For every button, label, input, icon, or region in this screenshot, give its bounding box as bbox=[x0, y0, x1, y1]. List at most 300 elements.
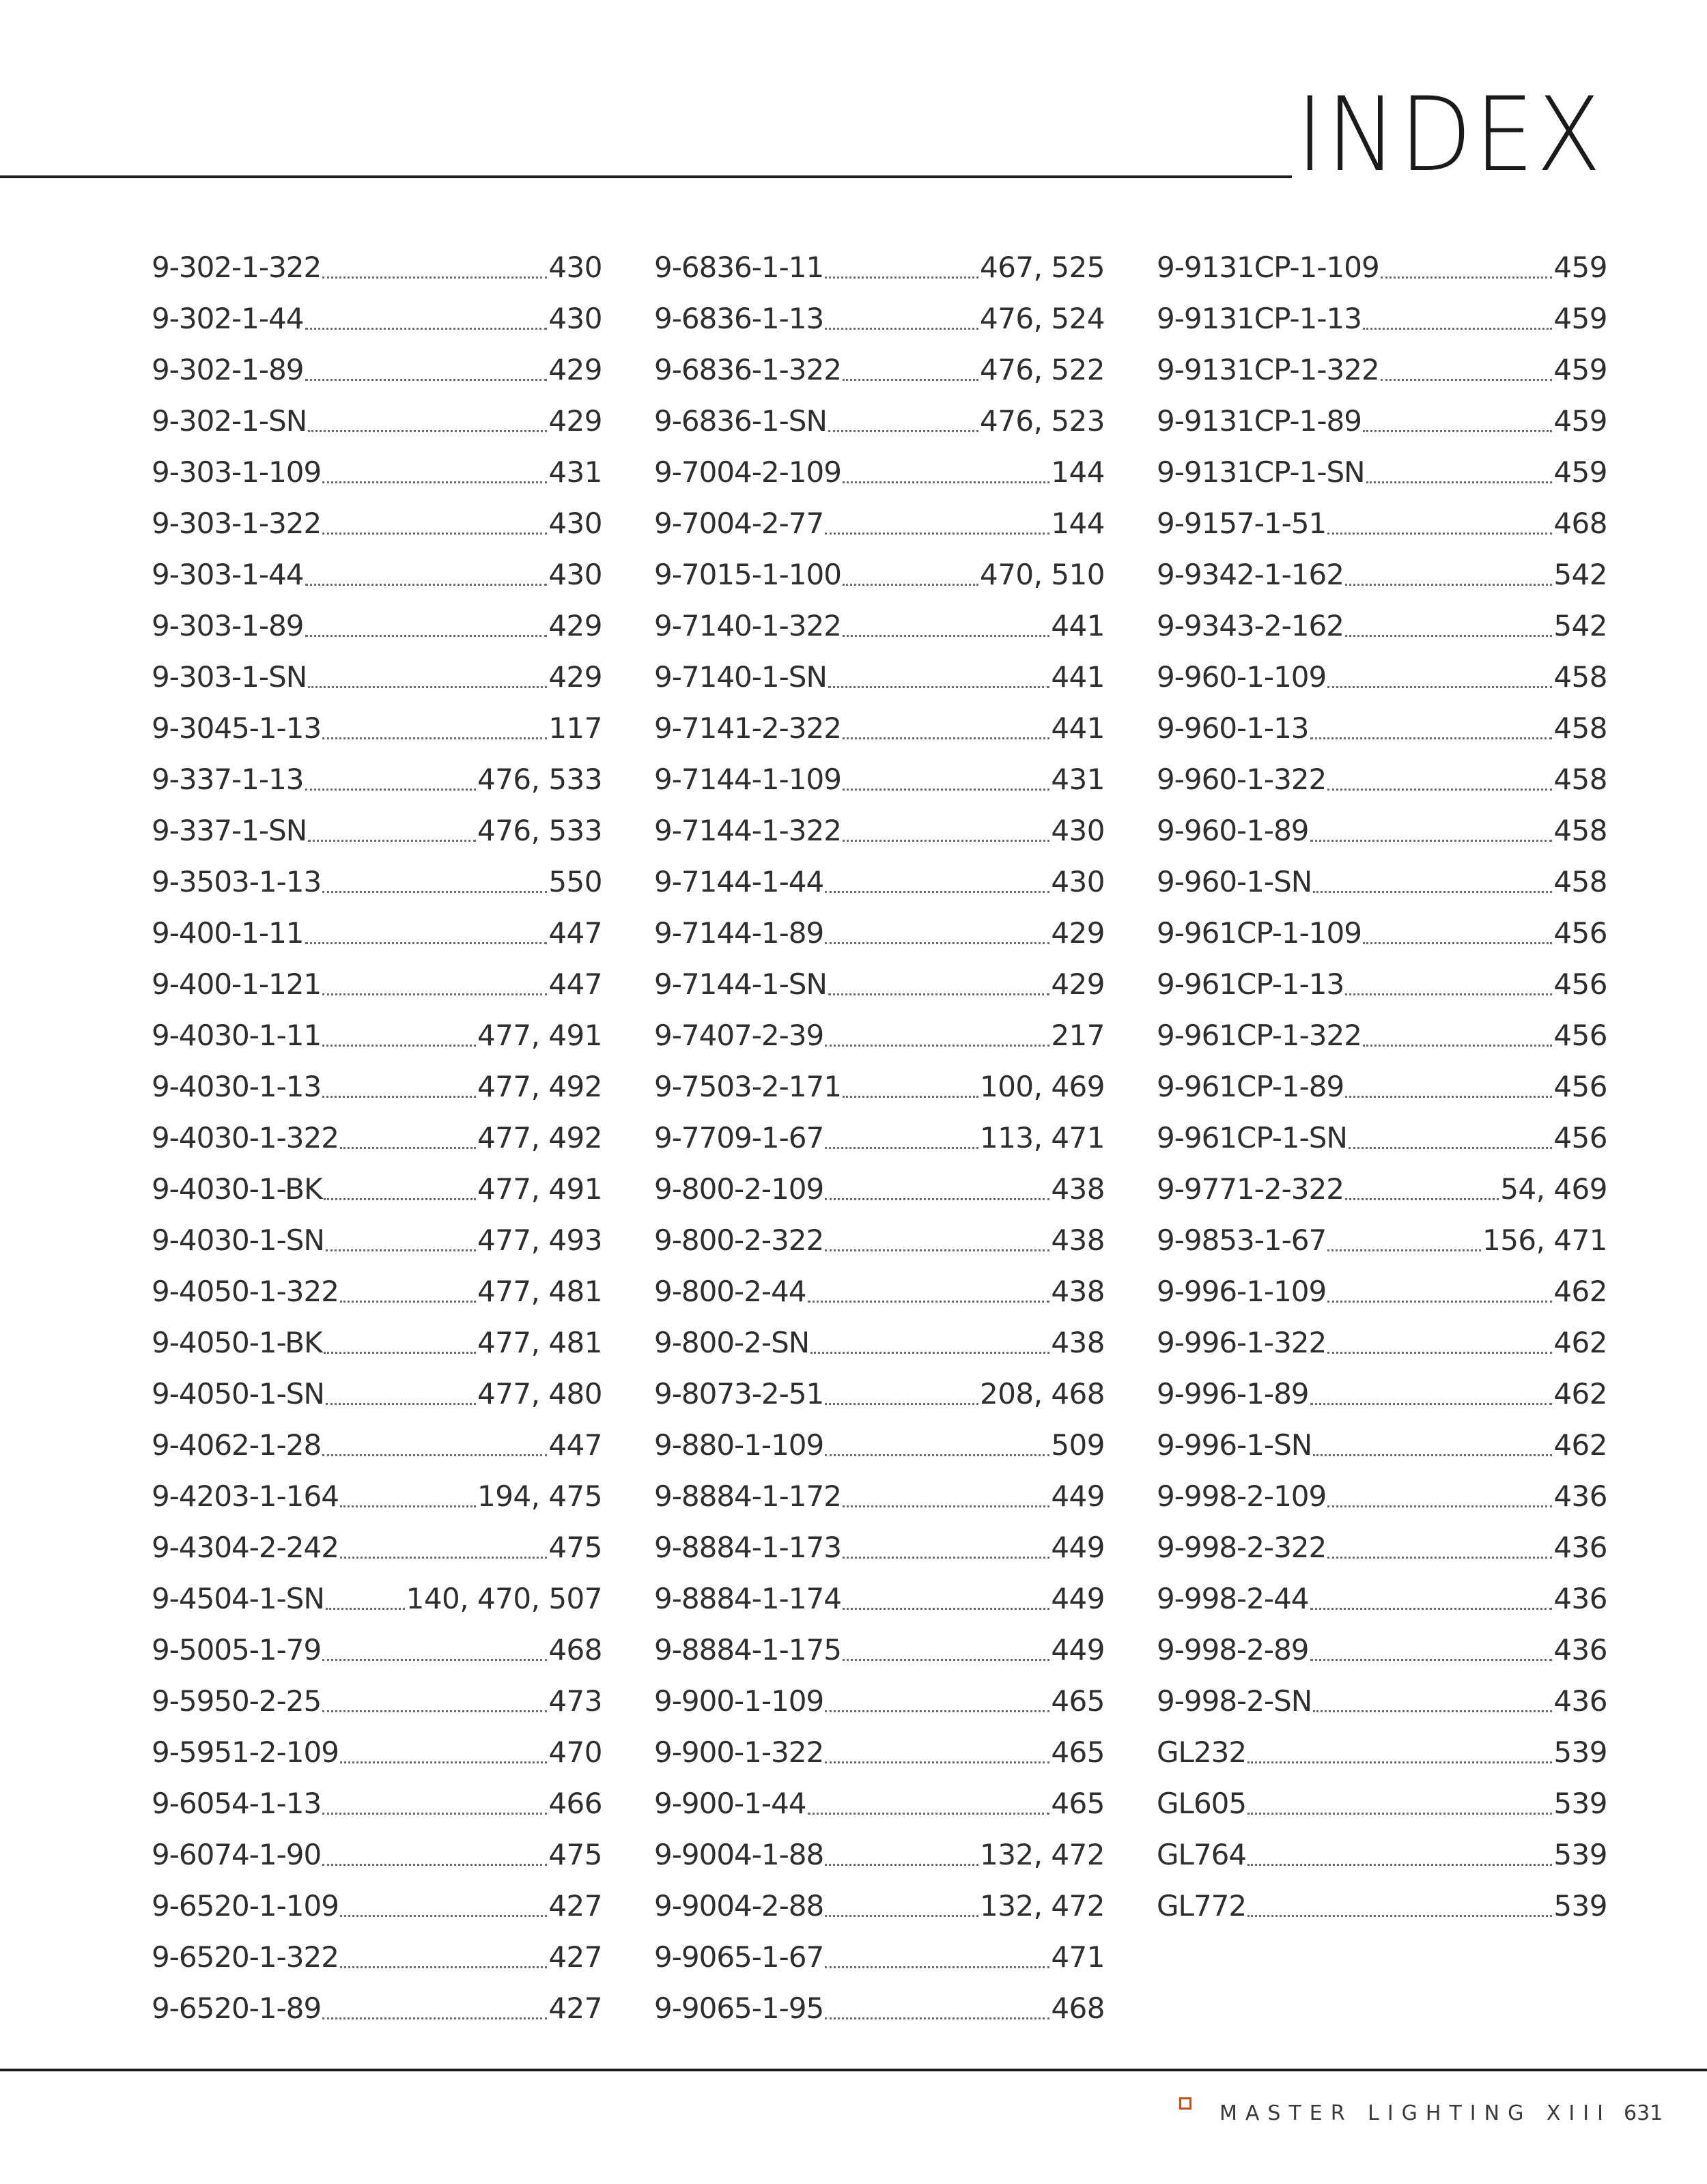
entry-code: 9-7140-1-322 bbox=[654, 609, 841, 642]
dot-leader bbox=[843, 379, 978, 381]
entry-pages: 438 bbox=[1051, 1326, 1105, 1359]
dot-leader bbox=[1313, 891, 1552, 893]
index-entry bbox=[654, 900, 1105, 951]
entry-pages: 475 bbox=[548, 1838, 602, 1871]
index-entry bbox=[152, 1207, 602, 1258]
dot-leader bbox=[326, 1249, 476, 1251]
entry-code: 9-998-2-322 bbox=[1157, 1531, 1327, 1564]
entry-code: 9-7140-1-SN bbox=[654, 660, 827, 694]
dot-leader bbox=[1345, 584, 1552, 586]
entry-pages: 430 bbox=[1051, 814, 1105, 847]
entry-code: 9-337-1-SN bbox=[152, 814, 307, 847]
index-entry bbox=[1157, 234, 1607, 285]
entry-code: 9-961CP-1-109 bbox=[1157, 916, 1362, 950]
entry-code: 9-8884-1-175 bbox=[654, 1633, 841, 1667]
entry-code: 9-800-2-44 bbox=[654, 1275, 806, 1308]
index-entry bbox=[654, 644, 1105, 695]
entry-pages: 456 bbox=[1553, 1019, 1607, 1052]
index-entry bbox=[152, 1873, 602, 1924]
dot-leader bbox=[305, 635, 548, 637]
dot-leader bbox=[322, 2017, 547, 2019]
index-entry bbox=[152, 1412, 602, 1463]
entry-code: 9-302-1-44 bbox=[152, 302, 304, 335]
index-entry bbox=[1157, 644, 1607, 695]
entry-pages: 459 bbox=[1553, 455, 1607, 489]
index-entry bbox=[1157, 1309, 1607, 1361]
entry-code: 9-998-2-109 bbox=[1157, 1479, 1327, 1513]
entry-pages: 436 bbox=[1553, 1582, 1607, 1615]
dot-leader bbox=[1345, 993, 1552, 995]
entry-code: 9-7141-2-322 bbox=[654, 711, 841, 745]
entry-code: 9-6520-1-322 bbox=[152, 1940, 339, 1974]
dot-leader bbox=[326, 1608, 405, 1610]
dot-leader bbox=[340, 1147, 476, 1149]
index-entry bbox=[654, 1668, 1105, 1719]
entry-code: 9-337-1-13 bbox=[152, 763, 304, 796]
entry-code: 9-4050-1-SN bbox=[152, 1377, 324, 1410]
dot-leader bbox=[1366, 481, 1553, 483]
entry-code: GL605 bbox=[1157, 1787, 1247, 1820]
entry-code: 9-303-1-89 bbox=[152, 609, 304, 642]
entry-code: GL772 bbox=[1157, 1889, 1247, 1923]
page-number: 631 bbox=[1624, 2101, 1663, 2125]
index-entry bbox=[1157, 388, 1607, 439]
dot-leader bbox=[825, 1147, 978, 1149]
index-entry bbox=[654, 1258, 1105, 1309]
dot-leader bbox=[324, 1352, 476, 1354]
dot-leader bbox=[1327, 533, 1552, 535]
entry-pages: 542 bbox=[1553, 558, 1607, 591]
dot-leader bbox=[825, 1761, 1049, 1763]
dot-leader bbox=[322, 1813, 547, 1815]
entry-code: 9-9004-1-88 bbox=[654, 1838, 824, 1871]
dot-leader bbox=[843, 737, 1049, 739]
index-entry bbox=[152, 1924, 602, 1975]
entry-pages: 438 bbox=[1051, 1275, 1105, 1308]
index-entry bbox=[1157, 285, 1607, 337]
entry-pages: 449 bbox=[1051, 1633, 1105, 1667]
dot-leader bbox=[843, 840, 1049, 842]
dot-leader bbox=[843, 635, 1049, 637]
entry-pages: 462 bbox=[1553, 1428, 1607, 1462]
dot-leader bbox=[1327, 1557, 1552, 1559]
dot-leader bbox=[305, 379, 548, 381]
entry-code: 9-7503-2-171 bbox=[654, 1070, 841, 1103]
entry-pages: 156, 471 bbox=[1482, 1223, 1607, 1257]
entry-pages: 476, 533 bbox=[477, 763, 602, 796]
index-entry bbox=[1157, 1105, 1607, 1156]
entry-code: 9-4304-2-242 bbox=[152, 1531, 339, 1564]
entry-code: 9-800-2-SN bbox=[654, 1326, 810, 1359]
entry-pages: 468 bbox=[548, 1633, 602, 1667]
dot-leader bbox=[825, 1966, 1049, 1968]
index-entry bbox=[1157, 1873, 1607, 1924]
index-entry bbox=[654, 1412, 1105, 1463]
dot-leader bbox=[322, 1864, 547, 1866]
dot-leader bbox=[1310, 1608, 1553, 1610]
entry-code: 9-996-1-322 bbox=[1157, 1326, 1327, 1359]
index-entry bbox=[152, 746, 602, 797]
entry-code: 9-9065-1-95 bbox=[654, 1991, 824, 2025]
dot-leader bbox=[1363, 328, 1552, 330]
dot-leader bbox=[1327, 1301, 1552, 1303]
entry-pages: 458 bbox=[1553, 814, 1607, 847]
index-entry bbox=[1157, 695, 1607, 746]
entry-pages: 144 bbox=[1051, 507, 1105, 540]
index-entry bbox=[654, 1873, 1105, 1924]
entry-pages: 476, 522 bbox=[979, 353, 1105, 386]
entry-code: 9-6520-1-109 bbox=[152, 1889, 339, 1923]
dot-leader bbox=[843, 1505, 1049, 1507]
index-entry bbox=[1157, 1565, 1607, 1617]
entry-pages: 436 bbox=[1553, 1531, 1607, 1564]
entry-code: 9-4062-1-28 bbox=[152, 1428, 322, 1462]
entry-code: 9-998-2-SN bbox=[1157, 1684, 1312, 1718]
index-column-3 bbox=[1157, 234, 1607, 1924]
entry-code: 9-9131CP-1-322 bbox=[1157, 353, 1379, 386]
index-entry bbox=[152, 439, 602, 490]
entry-pages: 430 bbox=[548, 302, 602, 335]
index-entry bbox=[654, 388, 1105, 439]
entry-pages: 429 bbox=[1051, 916, 1105, 950]
entry-pages: 140, 470, 507 bbox=[406, 1582, 602, 1615]
dot-leader bbox=[1349, 1147, 1552, 1149]
entry-pages: 473 bbox=[548, 1684, 602, 1718]
index-entry bbox=[654, 337, 1105, 388]
index-entry bbox=[1157, 1719, 1607, 1770]
entry-code: 9-4504-1-SN bbox=[152, 1582, 324, 1615]
index-entry bbox=[152, 285, 602, 337]
index-entry bbox=[654, 1924, 1105, 1975]
entry-code: 9-9131CP-1-109 bbox=[1157, 251, 1379, 284]
entry-pages: 462 bbox=[1553, 1377, 1607, 1410]
dot-leader bbox=[1327, 1352, 1552, 1354]
dot-leader bbox=[808, 1301, 1050, 1303]
index-entry bbox=[654, 1719, 1105, 1770]
dot-leader bbox=[825, 1864, 978, 1866]
entry-pages: 465 bbox=[1051, 1684, 1105, 1718]
index-entry bbox=[654, 1463, 1105, 1514]
entry-code: 9-4030-1-322 bbox=[152, 1121, 339, 1154]
entry-pages: 458 bbox=[1553, 865, 1607, 898]
dot-leader bbox=[1381, 379, 1553, 381]
dot-leader bbox=[1327, 686, 1552, 688]
entry-code: 9-5005-1-79 bbox=[152, 1633, 322, 1667]
entry-pages: 438 bbox=[1051, 1223, 1105, 1257]
square-bullet-icon bbox=[1179, 2097, 1191, 2110]
index-entry bbox=[1157, 1361, 1607, 1412]
dot-leader bbox=[1310, 1659, 1553, 1661]
entry-code: 9-7144-1-109 bbox=[654, 763, 841, 796]
entry-code: 9-9771-2-322 bbox=[1157, 1172, 1344, 1206]
index-entry bbox=[152, 1514, 602, 1565]
dot-leader bbox=[322, 1096, 476, 1098]
index-entry bbox=[1157, 1770, 1607, 1821]
index-entry bbox=[654, 695, 1105, 746]
dot-leader bbox=[340, 1301, 476, 1303]
dot-leader bbox=[810, 1352, 1049, 1354]
index-entry bbox=[152, 1565, 602, 1617]
index-entry bbox=[152, 1770, 602, 1821]
footer-title: MASTER LIGHTING XIII bbox=[1219, 2101, 1611, 2125]
index-entry bbox=[1157, 1412, 1607, 1463]
entry-pages: 467, 525 bbox=[979, 251, 1105, 284]
entry-pages: 447 bbox=[548, 1428, 602, 1462]
index-entry bbox=[1157, 1207, 1607, 1258]
dot-leader bbox=[825, 2017, 1049, 2019]
index-entry bbox=[152, 1053, 602, 1105]
entry-code: 9-960-1-89 bbox=[1157, 814, 1309, 847]
dot-leader bbox=[828, 430, 978, 432]
dot-leader bbox=[843, 481, 1049, 483]
index-entry bbox=[654, 1821, 1105, 1873]
entry-pages: 476, 524 bbox=[979, 302, 1105, 335]
entry-code: 9-7144-1-SN bbox=[654, 967, 827, 1001]
entry-code: 9-3045-1-13 bbox=[152, 711, 322, 745]
entry-pages: 459 bbox=[1553, 404, 1607, 438]
dot-leader bbox=[825, 1198, 1049, 1200]
entry-code: 9-9131CP-1-SN bbox=[1157, 455, 1365, 489]
entry-code: 9-4030-1-11 bbox=[152, 1019, 322, 1052]
dot-leader bbox=[340, 1557, 547, 1559]
entry-code: 9-996-1-SN bbox=[1157, 1428, 1312, 1462]
entry-code: 9-9065-1-67 bbox=[654, 1940, 824, 1974]
dot-leader bbox=[308, 840, 476, 842]
dot-leader bbox=[1313, 1454, 1552, 1456]
entry-code: 9-6836-1-SN bbox=[654, 404, 827, 438]
entry-pages: 476, 523 bbox=[979, 404, 1105, 438]
entry-code: 9-900-1-109 bbox=[654, 1684, 824, 1718]
entry-pages: 441 bbox=[1051, 609, 1105, 642]
entry-code: 9-303-1-SN bbox=[152, 660, 307, 694]
index-entry bbox=[654, 1975, 1105, 2026]
entry-pages: 477, 491 bbox=[477, 1172, 602, 1206]
dot-leader bbox=[825, 891, 1049, 893]
entry-code: 9-961CP-1-13 bbox=[1157, 967, 1344, 1001]
entry-pages: 217 bbox=[1051, 1019, 1105, 1052]
entry-code: 9-4050-1-322 bbox=[152, 1275, 339, 1308]
index-entry bbox=[654, 1309, 1105, 1361]
entry-pages: 456 bbox=[1553, 967, 1607, 1001]
dot-leader bbox=[322, 276, 547, 279]
entry-code: 9-900-1-322 bbox=[654, 1735, 824, 1769]
entry-pages: 436 bbox=[1553, 1633, 1607, 1667]
dot-leader bbox=[340, 1915, 547, 1917]
entry-pages: 447 bbox=[548, 967, 602, 1001]
dot-leader bbox=[322, 737, 547, 739]
index-entry bbox=[1157, 1002, 1607, 1053]
dot-leader bbox=[843, 1608, 1049, 1610]
entry-code: 9-960-1-322 bbox=[1157, 763, 1327, 796]
index-entry bbox=[654, 285, 1105, 337]
entry-code: 9-5950-2-25 bbox=[152, 1684, 322, 1718]
entry-pages: 132, 472 bbox=[979, 1889, 1105, 1923]
entry-pages: 468 bbox=[1553, 507, 1607, 540]
dot-leader bbox=[322, 533, 547, 535]
entry-pages: 539 bbox=[1553, 1889, 1607, 1923]
entry-code: GL232 bbox=[1157, 1735, 1247, 1769]
entry-pages: 470 bbox=[548, 1735, 602, 1769]
index-entry bbox=[152, 1105, 602, 1156]
entry-pages: 477, 491 bbox=[477, 1019, 602, 1052]
dot-leader bbox=[825, 1915, 978, 1917]
dot-leader bbox=[825, 942, 1049, 944]
entry-code: 9-6836-1-13 bbox=[654, 302, 824, 335]
entry-code: 9-302-1-322 bbox=[152, 251, 322, 284]
dot-leader bbox=[322, 1454, 547, 1456]
dot-leader bbox=[825, 328, 978, 330]
entry-pages: 429 bbox=[548, 609, 602, 642]
entry-code: 9-4203-1-164 bbox=[152, 1479, 339, 1513]
entry-pages: 449 bbox=[1051, 1479, 1105, 1513]
dot-leader bbox=[843, 789, 1049, 791]
index-entry bbox=[1157, 1258, 1607, 1309]
dot-leader bbox=[322, 1045, 476, 1047]
entry-pages: 132, 472 bbox=[979, 1838, 1105, 1871]
index-entry bbox=[1157, 593, 1607, 644]
dot-leader bbox=[305, 584, 548, 586]
entry-pages: 144 bbox=[1051, 455, 1105, 489]
index-entry bbox=[1157, 337, 1607, 388]
dot-leader bbox=[808, 1813, 1050, 1815]
entry-pages: 465 bbox=[1051, 1735, 1105, 1769]
entry-pages: 456 bbox=[1553, 1070, 1607, 1103]
entry-pages: 539 bbox=[1553, 1838, 1607, 1871]
entry-pages: 459 bbox=[1553, 302, 1607, 335]
entry-code: 9-3503-1-13 bbox=[152, 865, 322, 898]
entry-pages: 447 bbox=[548, 916, 602, 950]
index-entry bbox=[152, 337, 602, 388]
entry-pages: 462 bbox=[1553, 1275, 1607, 1308]
entry-pages: 441 bbox=[1051, 660, 1105, 694]
entry-code: 9-303-1-109 bbox=[152, 455, 322, 489]
entry-code: 9-6520-1-89 bbox=[152, 1991, 322, 2025]
entry-pages: 117 bbox=[548, 711, 602, 745]
entry-code: 9-900-1-44 bbox=[654, 1787, 806, 1820]
index-entry bbox=[152, 1617, 602, 1668]
entry-pages: 430 bbox=[548, 558, 602, 591]
entry-pages: 509 bbox=[1051, 1428, 1105, 1462]
entry-pages: 466 bbox=[548, 1787, 602, 1820]
index-entry bbox=[1157, 746, 1607, 797]
index-entry bbox=[654, 1514, 1105, 1565]
entry-code: 9-998-2-44 bbox=[1157, 1582, 1309, 1615]
entry-pages: 436 bbox=[1553, 1684, 1607, 1718]
entry-pages: 429 bbox=[548, 404, 602, 438]
entry-pages: 431 bbox=[548, 455, 602, 489]
entry-code: 9-6074-1-90 bbox=[152, 1838, 322, 1871]
index-column-1 bbox=[152, 234, 602, 2026]
page-title: INDEX bbox=[1295, 76, 1603, 195]
dot-leader bbox=[843, 1659, 1049, 1661]
entry-code: 9-7144-1-89 bbox=[654, 916, 824, 950]
index-entry bbox=[152, 541, 602, 593]
entry-pages: 477, 481 bbox=[477, 1326, 602, 1359]
entry-pages: 430 bbox=[548, 507, 602, 540]
entry-code: 9-961CP-1-322 bbox=[1157, 1019, 1362, 1052]
dot-leader bbox=[322, 1659, 547, 1661]
entry-pages: 468 bbox=[1051, 1991, 1105, 2025]
index-entry bbox=[1157, 1668, 1607, 1719]
entry-code: GL764 bbox=[1157, 1838, 1247, 1871]
entry-pages: 477, 492 bbox=[477, 1121, 602, 1154]
entry-code: 9-6836-1-322 bbox=[654, 353, 841, 386]
index-entry bbox=[152, 900, 602, 951]
index-entry bbox=[152, 849, 602, 900]
entry-code: 9-996-1-109 bbox=[1157, 1275, 1327, 1308]
dot-leader bbox=[1247, 1813, 1552, 1815]
entry-code: 9-7144-1-322 bbox=[654, 814, 841, 847]
entry-pages: 462 bbox=[1553, 1326, 1607, 1359]
dot-leader bbox=[308, 430, 547, 432]
entry-code: 9-400-1-11 bbox=[152, 916, 304, 950]
index-entry bbox=[654, 1053, 1105, 1105]
entry-pages: 477, 480 bbox=[477, 1377, 602, 1410]
entry-code: 9-6836-1-11 bbox=[654, 251, 824, 284]
index-entry bbox=[654, 849, 1105, 900]
dot-leader bbox=[1310, 737, 1553, 739]
dot-leader bbox=[324, 1198, 476, 1200]
dot-leader bbox=[825, 533, 1049, 535]
index-entry bbox=[654, 1002, 1105, 1053]
entry-pages: 429 bbox=[548, 353, 602, 386]
dot-leader bbox=[1327, 789, 1552, 791]
entry-code: 9-7709-1-67 bbox=[654, 1121, 824, 1154]
index-entry bbox=[152, 490, 602, 541]
dot-leader bbox=[1363, 430, 1552, 432]
index-entry bbox=[152, 1309, 602, 1361]
index-entry bbox=[152, 1463, 602, 1514]
dot-leader bbox=[305, 942, 548, 944]
entry-pages: 476, 533 bbox=[477, 814, 602, 847]
entry-pages: 465 bbox=[1051, 1787, 1105, 1820]
entry-code: 9-8884-1-172 bbox=[654, 1479, 841, 1513]
entry-code: 9-302-1-89 bbox=[152, 353, 304, 386]
entry-pages: 430 bbox=[1051, 865, 1105, 898]
entry-pages: 427 bbox=[548, 1889, 602, 1923]
entry-code: 9-7144-1-44 bbox=[654, 865, 824, 898]
entry-pages: 54, 469 bbox=[1500, 1172, 1607, 1206]
dot-leader bbox=[1310, 1403, 1553, 1405]
entry-pages: 459 bbox=[1553, 251, 1607, 284]
index-entry bbox=[152, 951, 602, 1002]
entry-code: 9-800-2-109 bbox=[654, 1172, 824, 1206]
index-entry bbox=[654, 1361, 1105, 1412]
entry-pages: 459 bbox=[1553, 353, 1607, 386]
dot-leader bbox=[843, 1557, 1049, 1559]
entry-code: 9-303-1-322 bbox=[152, 507, 322, 540]
dot-leader bbox=[825, 1710, 1049, 1712]
index-entry bbox=[654, 1770, 1105, 1821]
index-entry bbox=[654, 951, 1105, 1002]
dot-leader bbox=[1345, 635, 1552, 637]
index-entry bbox=[152, 388, 602, 439]
entry-code: 9-9131CP-1-89 bbox=[1157, 404, 1362, 438]
entry-pages: 458 bbox=[1553, 763, 1607, 796]
dot-leader bbox=[340, 1761, 547, 1763]
dot-leader bbox=[843, 1096, 978, 1098]
entry-code: 9-7004-2-109 bbox=[654, 455, 841, 489]
index-entry bbox=[654, 1207, 1105, 1258]
entry-pages: 100, 469 bbox=[979, 1070, 1105, 1103]
index-entry bbox=[152, 593, 602, 644]
index-entry bbox=[654, 593, 1105, 644]
entry-pages: 550 bbox=[548, 865, 602, 898]
entry-code: 9-9342-1-162 bbox=[1157, 558, 1344, 591]
index-column-2 bbox=[654, 234, 1105, 2026]
index-entry bbox=[1157, 1053, 1607, 1105]
entry-code: 9-960-1-13 bbox=[1157, 711, 1309, 745]
